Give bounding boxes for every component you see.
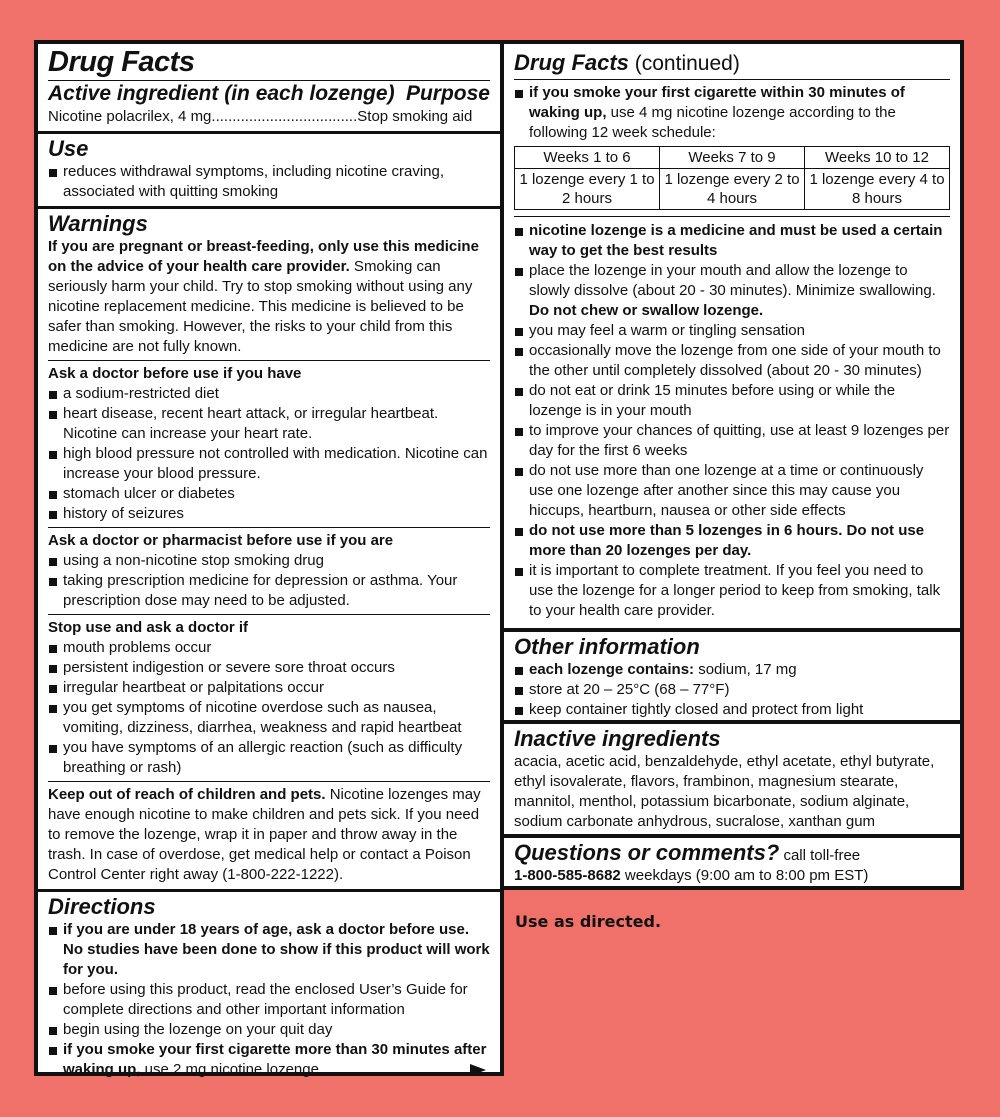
keep-out-of-reach-paragraph (48, 781, 490, 885)
list-item: it is important to complete treatment. If you feel you need to use the lozenge for a longer period to keep from smoking, talk to your health care provider. (514, 561, 950, 621)
list-item: keep container tightly closed and protect from light (514, 700, 950, 720)
questions-section (500, 834, 964, 890)
use-as-directed-note: Use as directed. (515, 912, 662, 931)
list-item: mouth problems occur (48, 638, 490, 658)
warnings-heading: Warnings (48, 211, 148, 236)
list-item: begin using the lozenge on your quit day (48, 1020, 490, 1040)
phone-hours: weekdays (9:00 am to 8:00 pm EST) (620, 867, 869, 884)
list-item: nicotine lozenge is a medicine and must be used a certain way to get the best results (514, 221, 950, 261)
purpose-heading: Purpose (405, 82, 490, 105)
list-item: using a non-nicotine stop smoking drug (48, 551, 490, 571)
list-item: before using this product, read the enclosed User’s Guide for complete directions and other important information (48, 980, 490, 1020)
other-information-section (500, 628, 964, 724)
list-item: stomach ulcer or diabetes (48, 484, 490, 504)
table-cell: 1 lozenge every 4 to 8 hours (805, 169, 950, 210)
continued-arrow-icon (470, 1064, 486, 1076)
pregnancy-warning-text: Smoking can seriously harm your child. Try to stop smoking without using any nicotine replacement medicine. This medicine is believed to be safer than smoking. However, the risks to your child from this medicine are not fully known. (48, 258, 473, 355)
list-item: occasionally move the lozenge from one side of your mouth to the other until completely dissolved (about 20 - 30 minutes) (514, 341, 950, 381)
directions-heading: Directions (48, 894, 156, 919)
table-row (515, 169, 950, 210)
drug-facts-panel-right (500, 40, 964, 632)
list-item: do not eat or drink 15 minutes before using or while the lozenge is in your mouth (514, 381, 950, 421)
questions-text: call toll-free (779, 847, 861, 864)
first-cig-bold: if you smoke your first cigarette within 30 minutes of waking up, (529, 84, 905, 121)
list-item: to improve your chances of quitting, use at least 9 lozenges per day for the first 6 weeks (514, 421, 950, 461)
phone-number: 1-800-585-8682 (514, 867, 621, 884)
drug-facts-title: Drug Facts (48, 46, 195, 78)
phone-line (514, 866, 950, 886)
use-section (38, 134, 500, 209)
place-text: place the lozenge in your mouth and allow the lozenge to slowly dissolve (about 20 - 30 minutes). Minimize swallowing. (529, 262, 936, 299)
table-cell: 1 lozenge every 1 to 2 hours (515, 169, 660, 210)
table-header-cell: Weeks 7 to 9 (660, 147, 805, 169)
directions-section (38, 892, 500, 1088)
table-cell: 1 lozenge every 2 to 4 hours (660, 169, 805, 210)
each-lozenge-bold: each lozenge contains: (529, 661, 695, 678)
dosing-schedule-table (514, 146, 950, 210)
active-ingredient-section (38, 44, 500, 134)
stop-use-heading: Stop use and ask a doctor if (48, 619, 249, 636)
dir-item4-bold: if you smoke your first cigarette more than 30 minutes after waking up, (63, 1041, 487, 1078)
inactive-ingredients-heading: Inactive ingredients (514, 726, 721, 751)
keep-out-bold: Keep out of reach of children and pets. (48, 786, 326, 803)
list-item: reduces withdrawal symptoms, including nicotine craving, associated with quitting smoking (48, 162, 490, 202)
list-item: you may feel a warm or tingling sensation (514, 321, 950, 341)
questions-line (514, 840, 950, 866)
continued-title (514, 50, 950, 80)
other-information-heading: Other information (514, 634, 700, 659)
pregnancy-warning-bold: If you are pregnant or breast-feeding, only use this medicine on the advice of your health care provider. (48, 238, 479, 275)
list-item (514, 83, 950, 143)
ask-doctor-heading: Ask a doctor before use if you have (48, 365, 302, 382)
questions-heading: Questions or comments? (514, 840, 780, 865)
place-bold: Do not chew or swallow lozenge. (529, 302, 764, 319)
warnings-paragraph (48, 237, 490, 357)
active-ingredient-heading: Active ingredient (in each lozenge) (48, 82, 395, 105)
table-header-cell: Weeks 1 to 6 (515, 147, 660, 169)
continued-title-bold: Drug Facts (514, 50, 629, 75)
list-item (514, 261, 950, 321)
warnings-section (38, 209, 500, 892)
list-item (514, 660, 950, 680)
list-item: heart disease, recent heart attack, or irregular heartbeat. Nicotine can increase your heart rate. (48, 404, 490, 444)
list-item: you get symptoms of nicotine overdose such as nausea, vomiting, dizziness, diarrhea, weakness and rapid heartbeat (48, 698, 490, 738)
list-item (48, 1040, 490, 1080)
table-header-cell: Weeks 10 to 12 (805, 147, 950, 169)
drug-facts-panel-left (34, 40, 504, 1076)
list-item: history of seizures (48, 504, 490, 524)
inactive-ingredients-section (500, 720, 964, 838)
continued-title-rest: (continued) (628, 52, 740, 75)
each-lozenge-text: sodium, 17 mg (694, 661, 797, 678)
list-item: taking prescription medicine for depression or asthma. Your prescription dose may need to be adjusted. (48, 571, 490, 611)
list-item: do not use more than one lozenge at a time or continuously use one lozenge after another since this may cause you hiccups, heartburn, nausea or other side effects (514, 461, 950, 521)
list-item: do not use more than 5 lozenges in 6 hours. Do not use more than 20 lozenges per day. (514, 521, 950, 561)
list-item: if you are under 18 years of age, ask a doctor before use. No studies have been done to show if this product will work for you. (48, 920, 490, 980)
dir-item4-text: use 2 mg nicotine lozenge (140, 1061, 319, 1078)
ask-pharmacist-heading: Ask a doctor or pharmacist before use if you are (48, 532, 394, 549)
list-item: store at 20 – 25°C (68 – 77°F) (514, 680, 950, 700)
list-item: you have symptoms of an allergic reaction (such as difficulty breathing or rash) (48, 738, 490, 778)
table-row (515, 147, 950, 169)
first-cig-text: use 4 mg nicotine lozenge according to the following 12 week schedule: (529, 104, 896, 141)
active-ingredient-line: Nicotine polacrilex, 4 mg...................................Stop smoking aid (48, 108, 473, 125)
list-item: high blood pressure not controlled with medication. Nicotine can increase your blood pressure. (48, 444, 490, 484)
list-item: a sodium-restricted diet (48, 384, 490, 404)
keep-out-text: Nicotine lozenges may have enough nicotine to make children and pets sick. If you need to remove the lozenge, wrap it in paper and throw away in the trash. In case of overdose, get medical help or contact a Poison Control Center right away (1-800-222-1222). (48, 786, 481, 883)
list-item: persistent indigestion or severe sore throat occurs (48, 658, 490, 678)
list-item: irregular heartbeat or palpitations occur (48, 678, 490, 698)
inactive-ingredients-text: acacia, acetic acid, benzaldehyde, ethyl acetate, ethyl butyrate, ethyl isovalerate, flavors, frambinon, magnesium stearate, mannitol, menthol, potassium bicarbonate, sodium alginate, sodium carbonate anhydrous, sucralose, xanthan gum (514, 753, 935, 830)
use-heading: Use (48, 136, 89, 161)
